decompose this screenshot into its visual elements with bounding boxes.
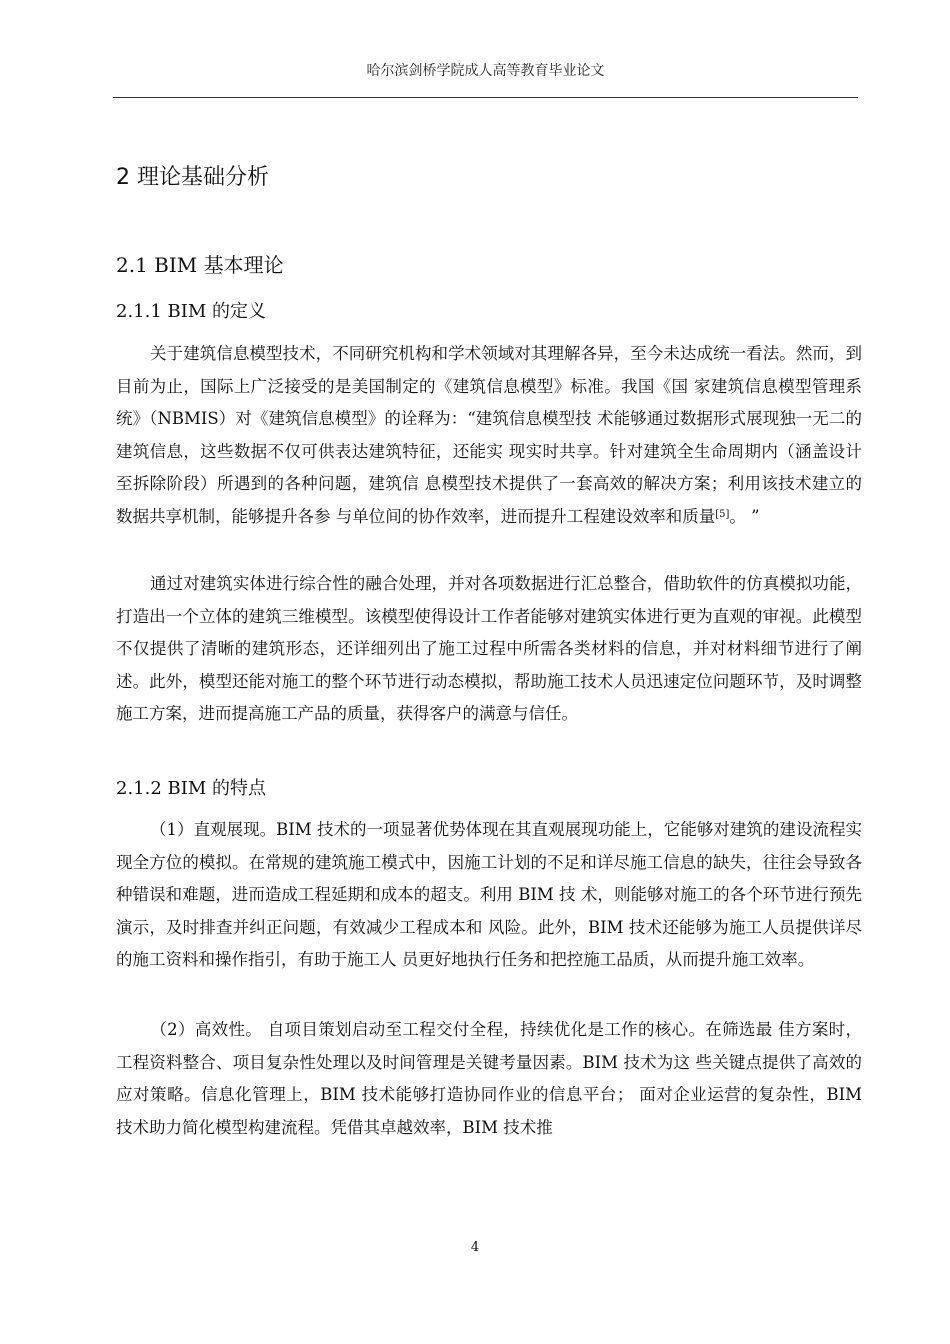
paragraph-efficiency-text: （2）高效性。 自项目策划启动至工程交付全程，持续优化是工作的核心。在筛选最 佳方案时，工程资料整合、项目复杂性处理以及时间管理是关键考量因素。BIM 技术为这 些关键点提供了高效的应对策略。信息化管理上，BIM 技术能够打造协同作业的信息平台； 面对企业运营的复杂性，BIM 技术助力简化模型构建流程。凭借其卓越效率，BIM 技术推 xyxy=(116,1020,862,1137)
subsection-heading-definition: 2.1.1 BIM 的定义 xyxy=(116,301,267,322)
header-rule xyxy=(113,97,858,98)
subsection-heading-features: 2.1.2 BIM 的特点 xyxy=(116,778,267,799)
running-header: 哈尔滨剑桥学院成人高等教育毕业论文 xyxy=(366,63,605,79)
citation-ref: [5] xyxy=(715,508,730,520)
page-number: 4 xyxy=(470,1240,480,1255)
chapter-heading: 2 理论基础分析 xyxy=(116,165,269,190)
paragraph-intuitive-text: （1）直观展现。BIM 技术的一项显著优势体现在其直观展现功能上，它能够对建筑的建设流程实现全方位的模拟。在常规的建筑施工模式中，因施工计划的不足和详尽施工信息的缺失，往往会导致各种错误和难题，进而造成工程延期和成本的超支。利用 BIM 技 术，则能够对施工的各个环节进行预先演示，及时排查并纠正问题，有效减少工程成本和 风险。此外，BIM 技术还能够为施工人员提供详尽的施工资料和操作指引，有助于施工人 员更好地执行任务和把控施工品质，从而提升施工效率。 xyxy=(116,820,862,970)
section-heading: 2.1 BIM 基本理论 xyxy=(116,253,284,277)
paragraph-definition xyxy=(116,338,862,534)
paragraph-model xyxy=(116,568,862,731)
paragraph-model-text: 通过对建筑实体进行综合性的融合处理，并对各项数据进行汇总整合，借助软件的仿真模拟功能，打造出一个立体的建筑三维模型。该模型使得设计工作者能够对建筑实体进行更为直观的审视。此模型不仅提供了清晰的建筑形态，还详细列出了施工过程中所需各类材料的信息，并对材料细节进行了阐述。此外，模型还能对施工的整个环节进行动态模拟，帮助施工技术人员迅速定位问题环节，及时调整施工方案，进而提高施工产品的质量，获得客户的满意与信任。 xyxy=(116,574,862,724)
paragraph-intuitive xyxy=(116,814,862,977)
paragraph-efficiency xyxy=(116,1014,862,1144)
paragraph-definition-end: 。 ” xyxy=(729,506,760,526)
paragraph-definition-text: 关于建筑信息模型技术，不同研究机构和学术领域对其理解各异，至今未达成统一看法。然而，到目前为止，国际上广泛接受的是美国制定的《建筑信息模型》标准。我国《国 家建筑信息模型管理系统》（NBMIS）对《建筑信息模型》的诠释为：“建筑信息模型技 术能够通过数据形式展现独一无二的建筑信息，这些数据不仅可供表达建筑特征，还能实 现实时共享。针对建筑全生命周期内（涵盖设计至拆除阶段）所遇到的各种问题，建筑信 息模型技术提供了一套高效的解决方案；利用该技术建立的数据共享机制，能够提升各参 与单位间的协作效率，进而提升工程建设效率和质量 xyxy=(116,344,862,526)
